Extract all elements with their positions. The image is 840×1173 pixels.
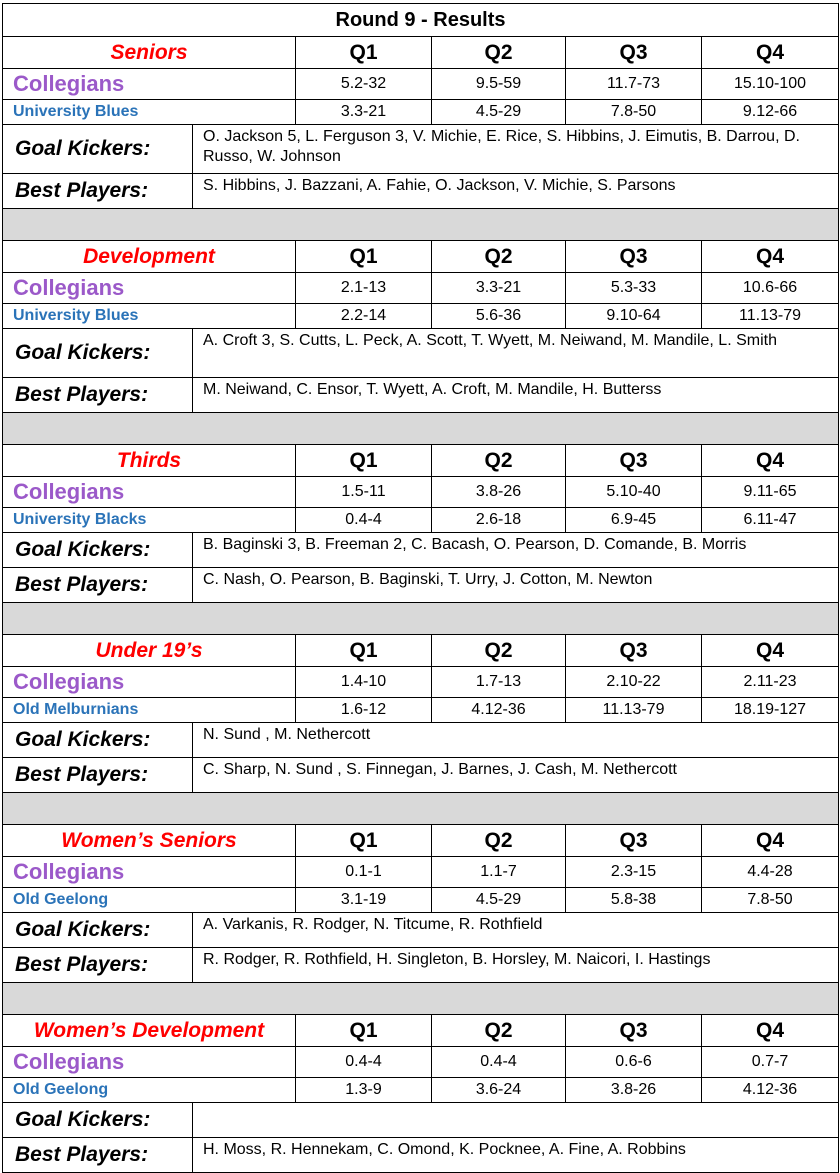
away-score-q3: 3.8-26 [566,1078,702,1103]
home-score-q2: 9.5-59 [432,69,566,100]
section-title: Development [3,241,296,273]
quarter-header-q1: Q1 [296,241,432,273]
away-score-q3: 11.13-79 [566,698,702,723]
home-team-name: Collegians [3,273,296,304]
away-score-q1: 3.1-19 [296,888,432,913]
best-players-row [3,378,839,413]
best-players-list: C. Nash, O. Pearson, B. Baginski, T. Urry, J. Cotton, M. Newton [193,568,839,603]
quarter-header-q1: Q1 [296,1015,432,1047]
quarter-header-q2: Q2 [432,37,566,69]
away-score-q2: 4.12-36 [432,698,566,723]
away-score-q4: 7.8-50 [702,888,839,913]
goal-kickers-row [3,913,839,948]
home-team-row [3,477,839,508]
away-score-q1: 1.6-12 [296,698,432,723]
section-header-under-19s [3,635,839,667]
away-score-q4: 4.12-36 [702,1078,839,1103]
home-score-q2: 0.4-4 [432,1047,566,1078]
goal-kickers-label: Goal Kickers: [3,329,193,378]
quarter-header-q1: Q1 [296,37,432,69]
home-score-q4: 15.10-100 [702,69,839,100]
quarter-header-q3: Q3 [566,445,702,477]
page-title: Round 9 - Results [3,4,839,37]
separator-cell [3,793,839,825]
best-players-row [3,1138,839,1173]
home-score-q2: 3.8-26 [432,477,566,508]
best-players-list: R. Rodger, R. Rothfield, H. Singleton, B. Horsley, M. Naicori, I. Hastings [193,948,839,983]
away-score-q1: 3.3-21 [296,100,432,125]
goal-kickers-row [3,723,839,758]
quarter-header-q3: Q3 [566,37,702,69]
title-row [3,4,839,37]
home-team-row [3,273,839,304]
quarter-header-q2: Q2 [432,825,566,857]
section-header-womens-development [3,1015,839,1047]
section-header-seniors [3,37,839,69]
quarter-header-q2: Q2 [432,635,566,667]
quarter-header-q2: Q2 [432,1015,566,1047]
section-separator [3,209,839,241]
quarter-header-q1: Q1 [296,825,432,857]
home-score-q1: 0.1-1 [296,857,432,888]
home-score-q1: 1.4-10 [296,667,432,698]
home-score-q3: 11.7-73 [566,69,702,100]
goal-kickers-row [3,1103,839,1138]
goal-kickers-list: N. Sund , M. Nethercott [193,723,839,758]
away-team-name: Old Geelong [3,888,296,913]
best-players-list: S. Hibbins, J. Bazzani, A. Fahie, O. Jackson, V. Michie, S. Parsons [193,174,839,209]
quarter-header-q1: Q1 [296,445,432,477]
separator-cell [3,209,839,241]
away-score-q2: 3.6-24 [432,1078,566,1103]
home-score-q3: 2.10-22 [566,667,702,698]
quarter-header-q4: Q4 [702,37,839,69]
away-score-q2: 2.6-18 [432,508,566,533]
quarter-header-q1: Q1 [296,635,432,667]
away-score-q3: 5.8-38 [566,888,702,913]
away-score-q4: 11.13-79 [702,304,839,329]
home-score-q1: 0.4-4 [296,1047,432,1078]
separator-cell [3,413,839,445]
best-players-label: Best Players: [3,1138,193,1173]
best-players-row [3,948,839,983]
quarter-header-q3: Q3 [566,241,702,273]
home-team-name: Collegians [3,667,296,698]
away-team-name: University Blacks [3,508,296,533]
goal-kickers-list: O. Jackson 5, L. Ferguson 3, V. Michie, E. Rice, S. Hibbins, J. Eimutis, B. Darrou, D. Russo, W. Johnson [193,125,839,174]
quarter-header-q4: Q4 [702,445,839,477]
section-header-womens-seniors [3,825,839,857]
away-team-row [3,888,839,913]
home-score-q1: 2.1-13 [296,273,432,304]
section-separator [3,603,839,635]
home-score-q3: 0.6-6 [566,1047,702,1078]
away-score-q4: 18.19-127 [702,698,839,723]
away-team-row [3,508,839,533]
best-players-row [3,758,839,793]
best-players-label: Best Players: [3,378,193,413]
home-team-name: Collegians [3,477,296,508]
best-players-label: Best Players: [3,568,193,603]
home-team-row [3,857,839,888]
home-score-q4: 9.11-65 [702,477,839,508]
home-score-q4: 0.7-7 [702,1047,839,1078]
section-separator [3,983,839,1015]
goal-kickers-list: A. Varkanis, R. Rodger, N. Titcume, R. Rothfield [193,913,839,948]
quarter-header-q3: Q3 [566,1015,702,1047]
quarter-header-q2: Q2 [432,445,566,477]
away-score-q4: 6.11-47 [702,508,839,533]
best-players-row [3,568,839,603]
home-team-row [3,69,839,100]
section-title: Women’s Seniors [3,825,296,857]
separator-cell [3,603,839,635]
section-header-thirds [3,445,839,477]
away-team-row [3,100,839,125]
best-players-label: Best Players: [3,948,193,983]
best-players-list: H. Moss, R. Hennekam, C. Omond, K. Pocknee, A. Fine, A. Robbins [193,1138,839,1173]
quarter-header-q3: Q3 [566,635,702,667]
home-team-name: Collegians [3,69,296,100]
quarter-header-q2: Q2 [432,241,566,273]
section-title: Under 19’s [3,635,296,667]
away-score-q1: 1.3-9 [296,1078,432,1103]
best-players-label: Best Players: [3,174,193,209]
section-header-development [3,241,839,273]
home-team-row [3,667,839,698]
home-team-name: Collegians [3,857,296,888]
away-score-q1: 2.2-14 [296,304,432,329]
quarter-header-q3: Q3 [566,825,702,857]
quarter-header-q4: Q4 [702,825,839,857]
goal-kickers-label: Goal Kickers: [3,533,193,568]
goal-kickers-row [3,533,839,568]
goal-kickers-label: Goal Kickers: [3,1103,193,1138]
away-score-q4: 9.12-66 [702,100,839,125]
away-team-row [3,304,839,329]
best-players-row [3,174,839,209]
quarter-header-q4: Q4 [702,241,839,273]
goal-kickers-list: B. Baginski 3, B. Freeman 2, C. Bacash, O. Pearson, D. Comande, B. Morris [193,533,839,568]
away-score-q2: 4.5-29 [432,100,566,125]
away-score-q1: 0.4-4 [296,508,432,533]
away-score-q2: 4.5-29 [432,888,566,913]
home-score-q2: 3.3-21 [432,273,566,304]
home-score-q3: 5.10-40 [566,477,702,508]
separator-cell [3,983,839,1015]
section-separator [3,413,839,445]
results-table [2,3,839,1173]
away-team-name: Old Geelong [3,1078,296,1103]
home-score-q1: 5.2-32 [296,69,432,100]
away-team-name: University Blues [3,304,296,329]
home-score-q4: 10.6-66 [702,273,839,304]
home-score-q2: 1.1-7 [432,857,566,888]
goal-kickers-row [3,329,839,378]
goal-kickers-row [3,125,839,174]
best-players-list: M. Neiwand, C. Ensor, T. Wyett, A. Croft, M. Mandile, H. Butterss [193,378,839,413]
home-score-q1: 1.5-11 [296,477,432,508]
away-team-name: University Blues [3,100,296,125]
away-score-q3: 7.8-50 [566,100,702,125]
home-score-q3: 5.3-33 [566,273,702,304]
home-score-q2: 1.7-13 [432,667,566,698]
best-players-label: Best Players: [3,758,193,793]
home-score-q4: 4.4-28 [702,857,839,888]
away-team-row [3,698,839,723]
quarter-header-q4: Q4 [702,1015,839,1047]
goal-kickers-list [193,1103,839,1138]
goal-kickers-label: Goal Kickers: [3,723,193,758]
section-title: Seniors [3,37,296,69]
home-team-name: Collegians [3,1047,296,1078]
away-score-q2: 5.6-36 [432,304,566,329]
section-separator [3,793,839,825]
section-title: Thirds [3,445,296,477]
away-score-q3: 6.9-45 [566,508,702,533]
goal-kickers-list: A. Croft 3, S. Cutts, L. Peck, A. Scott, T. Wyett, M. Neiwand, M. Mandile, L. Smith [193,329,839,378]
away-score-q3: 9.10-64 [566,304,702,329]
home-score-q4: 2.11-23 [702,667,839,698]
home-team-row [3,1047,839,1078]
home-score-q3: 2.3-15 [566,857,702,888]
quarter-header-q4: Q4 [702,635,839,667]
best-players-list: C. Sharp, N. Sund , S. Finnegan, J. Barnes, J. Cash, M. Nethercott [193,758,839,793]
away-team-name: Old Melburnians [3,698,296,723]
goal-kickers-label: Goal Kickers: [3,125,193,174]
goal-kickers-label: Goal Kickers: [3,913,193,948]
away-team-row [3,1078,839,1103]
section-title: Women’s Development [3,1015,296,1047]
